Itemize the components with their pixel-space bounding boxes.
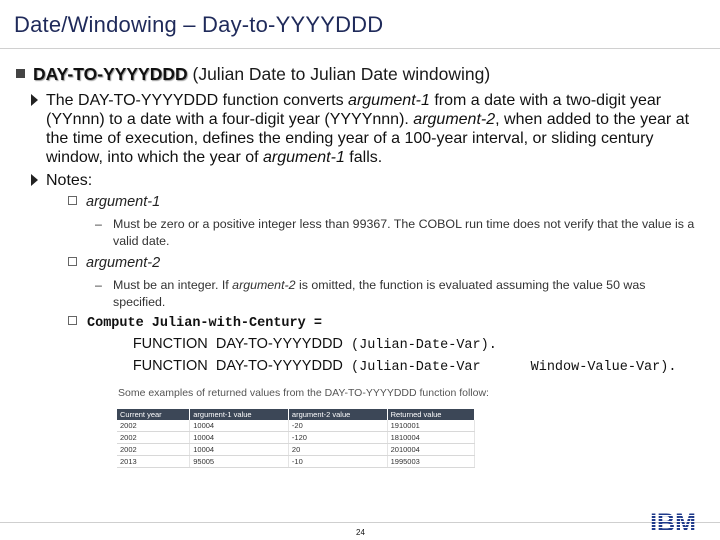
table-row xyxy=(117,456,475,468)
code-function-name: DAY-TO-YYYYDDD xyxy=(215,336,343,352)
argument-1-note-text: Must be zero or a positive integer less than 99367. The COBOL run time does not verify that the value is a valid date. xyxy=(113,217,695,248)
code-line-3-args: (Julian-Date-Var xyxy=(351,360,481,375)
code-line-1: Compute Julian-with-Century = xyxy=(87,316,322,331)
dash-bullet-icon: – xyxy=(95,217,102,231)
dash-bullet-icon: – xyxy=(95,278,102,292)
function-name: DAY-TO-YYYYDDD xyxy=(33,64,188,84)
para-arg1: argument-1 xyxy=(348,92,430,109)
arg2-note-italic: argument-2 xyxy=(232,278,296,292)
arg2-note-text-1: Must be an integer. If xyxy=(113,278,233,292)
table-header-cell: Returned value xyxy=(387,409,474,420)
table-cell: 10004 xyxy=(190,444,289,456)
argument-1-note xyxy=(95,216,695,250)
logo-text: IBM xyxy=(650,509,696,537)
code-line-3-window: Window-Value-Var). xyxy=(530,360,677,375)
table-cell: 2013 xyxy=(117,456,190,468)
slide-title: Date/Windowing – Day-to-YYYYDDD xyxy=(14,12,384,37)
table-row xyxy=(117,444,475,456)
table-cell: 2002 xyxy=(117,444,190,456)
table-cell: 95005 xyxy=(190,456,289,468)
argument-2-note xyxy=(95,277,695,311)
para-text-1: The DAY-TO-YYYYDDD function converts xyxy=(46,92,349,109)
function-heading xyxy=(16,64,490,85)
argument-1-title: argument-1 xyxy=(86,194,161,210)
notes-heading xyxy=(46,171,706,190)
examples-caption: Some examples of returned values from the DAY-TO-YYYYDDD function follow: xyxy=(118,387,489,399)
code-function-keyword: FUNCTION xyxy=(132,336,208,352)
para-text-4: falls. xyxy=(344,149,383,166)
table-cell: -10 xyxy=(288,456,387,468)
title-divider xyxy=(0,48,720,49)
table-cell: 2002 xyxy=(117,432,190,444)
table-row xyxy=(117,432,475,444)
notes-label: Notes: xyxy=(46,172,93,189)
triangle-bullet-icon xyxy=(31,174,38,186)
table-cell: 10004 xyxy=(190,420,289,432)
table-header-cell: Current year xyxy=(117,409,190,420)
para-text-2: from a date with a two-digit year (YYnnn) to a date with a four-digit year (YYYYnnn). xyxy=(46,92,662,128)
page-number: 24 xyxy=(356,528,365,537)
argument-2-item xyxy=(68,255,160,271)
code-line-2-args: (Julian-Date-Var). xyxy=(351,338,497,353)
table-cell: 1810004 xyxy=(387,432,474,444)
examples-table xyxy=(117,409,475,468)
table-cell: 2002 xyxy=(117,420,190,432)
para-arg1-b: argument-1 xyxy=(263,149,345,166)
table-cell: -120 xyxy=(288,432,387,444)
para-arg2: argument-2 xyxy=(413,111,496,128)
table-cell: 2010004 xyxy=(387,444,474,456)
argument-1-item xyxy=(68,194,160,210)
hollow-square-bullet-icon xyxy=(68,257,77,266)
table-header-cell: argument-2 value xyxy=(288,409,387,420)
code-function-keyword-2: FUNCTION xyxy=(132,358,208,374)
para-text-3: , when added to the year at the time of execution, defines the ending year of a 100-year interval, or sliding century window, into which the year of xyxy=(46,111,690,166)
argument-2-note-text xyxy=(113,277,695,311)
function-description-paragraph xyxy=(46,91,706,167)
code-function-name-2: DAY-TO-YYYYDDD xyxy=(215,358,343,374)
hollow-square-bullet-icon xyxy=(68,316,77,325)
hollow-square-bullet-icon xyxy=(68,196,77,205)
argument-2-title: argument-2 xyxy=(86,255,161,271)
code-example xyxy=(68,314,676,378)
table-cell: -20 xyxy=(288,420,387,432)
square-bullet-icon xyxy=(16,69,25,78)
triangle-bullet-icon xyxy=(31,94,38,106)
table-cell: 20 xyxy=(288,444,387,456)
table-cell: 10004 xyxy=(190,432,289,444)
function-description: (Julian Date to Julian Date windowing) xyxy=(192,64,491,84)
footer-divider xyxy=(0,522,720,523)
table-header-cell: argument-1 value xyxy=(190,409,289,420)
table-row xyxy=(117,420,475,432)
ibm-logo-icon xyxy=(637,507,709,537)
table-cell: 1995003 xyxy=(387,456,474,468)
arg2-note-text-2: is omitted, the function is evaluated assuming the value 50 was specified. xyxy=(113,278,646,309)
table-header-row xyxy=(117,409,475,420)
table-cell: 1910001 xyxy=(387,420,474,432)
